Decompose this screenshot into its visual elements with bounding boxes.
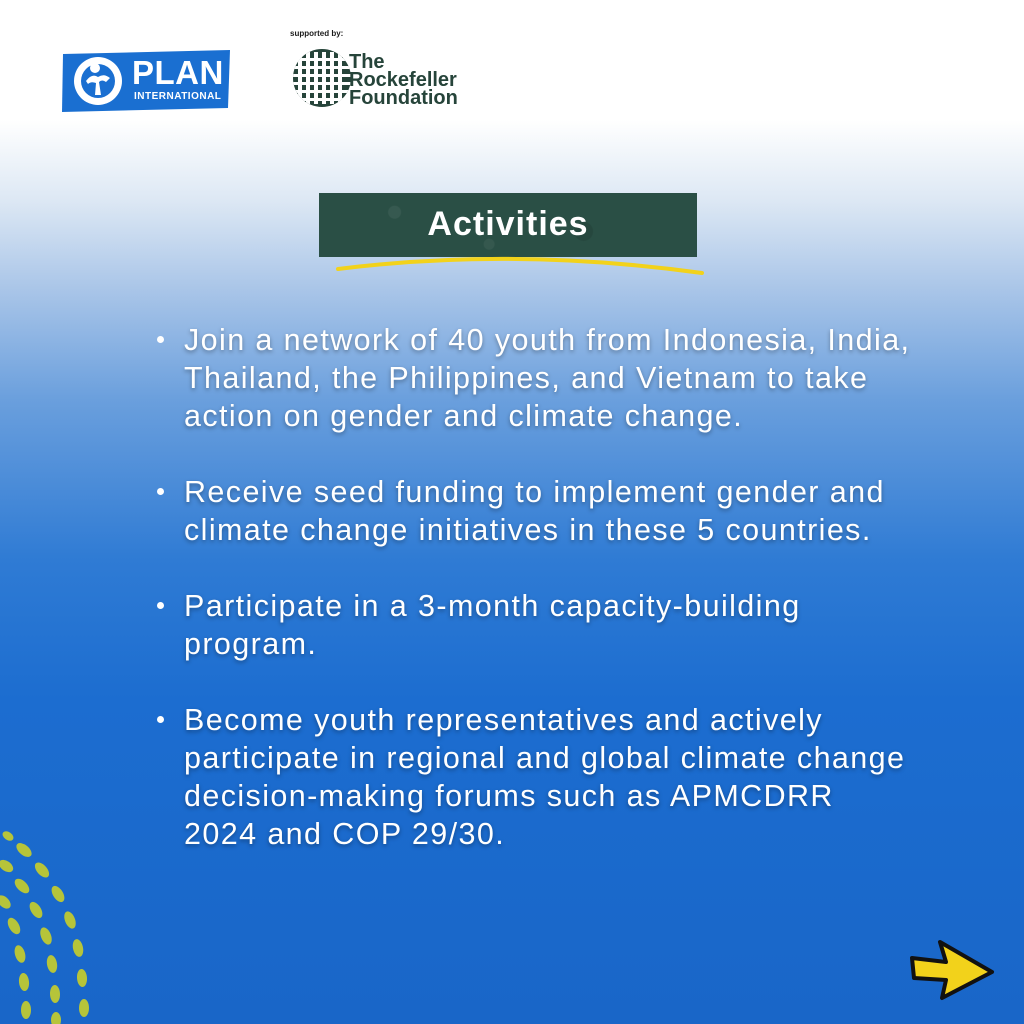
activity-text: Participate in a 3-month capacity-building program.: [184, 589, 801, 661]
list-item: [157, 701, 917, 853]
list-item: [157, 587, 917, 663]
page-title: Activities: [427, 205, 589, 243]
activity-text: Join a network of 40 youth from Indonesia, India, Thailand, the Philippines, and Vietnam to take action on gender and climate change.: [184, 323, 911, 433]
title-banner: [319, 193, 697, 257]
activity-text: Receive seed funding to implement gender and climate change initiatives in these 5 countries.: [184, 475, 885, 547]
title-underline-swoosh: [334, 249, 706, 279]
plan-logo-subtitle: INTERNATIONAL: [134, 91, 222, 102]
bullet-dot: [157, 716, 164, 723]
bullet-dot: [157, 488, 164, 495]
dash-arcs-decoration: [0, 830, 130, 1024]
plan-international-logo: [60, 48, 232, 112]
rockefeller-logo-line1: The: [349, 51, 385, 73]
list-item: [157, 321, 917, 435]
activity-text: Become youth representatives and actively participate in regional and global climate change decision-making forums such as APMCDRR 2024 and COP 29/30.: [184, 703, 906, 851]
plan-logo-wordmark: PLAN: [132, 54, 224, 91]
rockefeller-logo-line3: Foundation: [349, 87, 458, 109]
activities-list: [157, 321, 917, 891]
plan-person-globe-icon: [68, 51, 128, 111]
list-item: [157, 473, 917, 549]
bullet-dot: [157, 602, 164, 609]
globe-grid-icon: [292, 46, 352, 110]
rockefeller-logo-line2: Rockefeller: [349, 69, 457, 91]
supported-by-label: supported by:: [290, 29, 344, 38]
bullet-dot: [157, 336, 164, 343]
arrow-right-icon[interactable]: [906, 936, 998, 1002]
